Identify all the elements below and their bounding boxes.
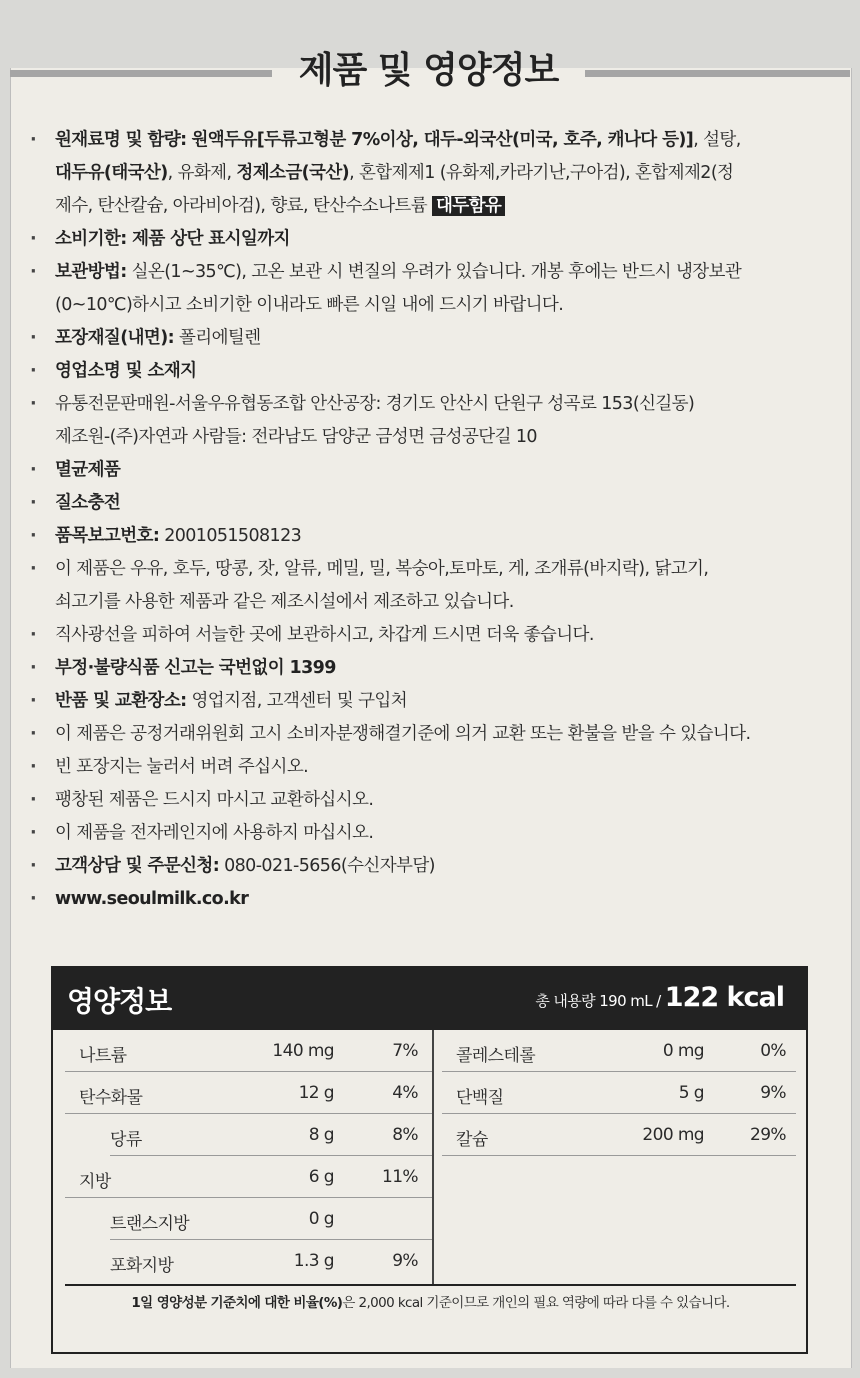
list-item-continued: 쇠고기를 사용한 제품과 같은 제조시설에서 제조하고 있습니다. <box>55 592 514 612</box>
nutrient-row: 칼슘 200 mg 29% <box>442 1114 796 1156</box>
list-item: · 보관방법: 실온(1~35℃), 고온 보관 시 변질의 우려가 있습니다. 개봉 후에는 반드시 냉장보관 <box>30 262 742 282</box>
nutrition-title: 영양정보 <box>67 985 172 1018</box>
sterilized-label: 멸균제품 <box>55 460 121 480</box>
storage-label: 보관방법: <box>55 262 127 282</box>
list-item: · 포장재질(내면): 폴리에틸렌 <box>30 328 261 348</box>
nutrient-row: 나트륨 140 mg 7% <box>65 1030 432 1072</box>
list-item: · www.seoulmilk.co.kr <box>30 883 830 916</box>
list-item: · 원재료명 및 함량: 원액두유[두류고형분 7%이상, 대두-외국산(미국, 호주, 캐나다 등)], 설탕, <box>30 124 830 157</box>
list-item: · 영업소명 및 소재지 <box>30 355 830 388</box>
nutrient-subrow: 트랜스지방 0 g <box>110 1198 432 1240</box>
nutrient-row: 콜레스테롤 0 mg 0% <box>442 1030 796 1072</box>
nutrition-facts-table <box>51 966 808 1354</box>
manufacturer-text: 제조원-(주)자연과 사람들: 전라남도 담양군 금성면 금성공단길 10 <box>55 427 537 447</box>
total-content: 총 내용량 190 mL / 122 kcal <box>535 982 784 1013</box>
customer-service-label: 고객상담 및 주문신청: <box>55 856 220 876</box>
allergen-tag: 대두함유 <box>432 196 505 216</box>
list-item: · 직사광선을 피하여 서늘한 곳에 보관하시고, 차갑게 드시면 더욱 좋습니다. <box>30 625 594 645</box>
list-item-continued: (0~10℃)하시고 소비기한 이내라도 빠른 시일 내에 드시기 바랍니다. <box>55 295 564 315</box>
list-item-continued: 제수, 탄산칼슘, 아라비아검), 향료, 탄산수소나트륨 대두함유 <box>30 190 830 223</box>
list-item: · 팽창된 제품은 드시지 마시고 교환하십시오. <box>30 790 374 810</box>
list-item: · 유통전문판매원-서울우유협동조합 안산공장: 경기도 안산시 단원구 성곡로 153(신길동) <box>30 388 830 421</box>
allergen-notice: 이 제품은 우유, 호두, 땅콩, 잣, 알류, 메밀, 밀, 복숭아,토마토, 게, 조개류(바지락), 닭고기, <box>55 559 709 579</box>
return-label: 반품 및 교환장소: <box>55 691 187 711</box>
nitrogen-label: 질소충전 <box>55 493 121 513</box>
nutrition-right-column <box>442 1030 796 1284</box>
list-item: · 부정·불량식품 신고는 국번없이 1399 <box>30 652 830 685</box>
title-rule-left <box>10 70 272 77</box>
list-item: · 이 제품은 공정거래위원회 고시 소비자분쟁해결기준에 의거 교환 또는 환불을 받을 수 있습니다. <box>30 724 751 744</box>
list-item: · 빈 포장지는 눌러서 버려 주십시오. <box>30 757 309 777</box>
nutrient-subrow: 포화지방 1.3 g 9% <box>110 1251 418 1276</box>
list-item: · 멸균제품 <box>30 454 830 487</box>
ingredients-label: 원재료명 및 함량: <box>55 130 187 150</box>
title-rule-right <box>585 70 850 77</box>
bullet: · <box>30 130 37 150</box>
nutrition-header <box>53 968 806 1030</box>
report-hotline: 부정·불량식품 신고는 국번없이 1399 <box>55 658 336 678</box>
product-info-list <box>30 124 830 916</box>
website-link[interactable]: www.seoulmilk.co.kr <box>55 889 249 909</box>
list-item-continued: 대두유(태국산), 유화제, 정제소금(국산), 혼합제제1 (유화제,카라기난,구아검), 혼합제제2(정 <box>55 163 734 183</box>
calories-value: 122 kcal <box>664 982 784 1013</box>
list-item: · 고객상담 및 주문신청: 080-021-5656(수신자부담) <box>30 856 435 876</box>
report-number-label: 품목보고번호: <box>55 526 160 546</box>
list-item: · 이 제품을 전자레인지에 사용하지 마십시오. <box>30 823 374 843</box>
nutrient-subrow: 당류 8 g 8% <box>110 1114 432 1156</box>
nutrient-row: 탄수화물 12 g 4% <box>65 1072 432 1114</box>
list-item: · 이 제품은 우유, 호두, 땅콩, 잣, 알류, 메밀, 밀, 복숭아,토마토, 게, 조개류(바지락), 닭고기, <box>30 553 830 586</box>
list-item: · 소비기한: 제품 상단 표시일까지 <box>30 223 830 256</box>
packaging-label: 포장재질(내면): <box>55 328 175 348</box>
business-label: 영업소명 및 소재지 <box>55 361 197 381</box>
nutrition-footnote: 1일 영양성분 기준치에 대한 비율(%)은 2,000 kcal 기준이므로 개인의 필요 역량에 따라 다를 수 있습니다. <box>65 1284 796 1336</box>
list-item: · 반품 및 교환장소: 영업지점, 고객센터 및 구입처 <box>30 691 408 711</box>
page-title: 제품 및 영양정보 <box>298 50 559 91</box>
ingredients-main: 원액두유[두류고형분 7%이상, 대두-외국산(미국, 호주, 캐나다 등)] <box>191 130 694 150</box>
distributor-text: 유통전문판매원-서울우유협동조합 안산공장: 경기도 안산시 단원구 성곡로 153(신길동) <box>55 394 695 414</box>
nutrient-row: 지방 6 g 11% <box>65 1156 432 1198</box>
list-item: · 질소충전 <box>30 487 830 520</box>
nutrient-row: 단백질 5 g 9% <box>442 1072 796 1114</box>
nutrition-left-column <box>65 1030 434 1284</box>
expiry-label: 소비기한: 제품 상단 표시일까지 <box>55 229 290 249</box>
list-item: · 품목보고번호: 2001051508123 <box>30 526 302 546</box>
